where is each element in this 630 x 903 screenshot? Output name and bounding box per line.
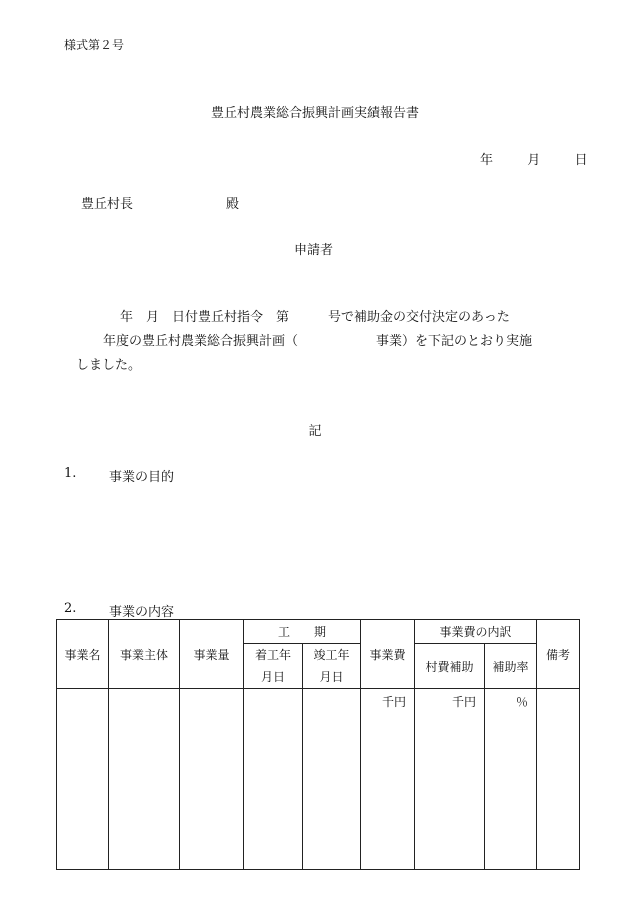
- header-project-quantity: 事業量: [180, 620, 244, 689]
- cell-start-date[interactable]: [244, 689, 303, 870]
- header-start-date-line-1: 着工年: [254, 648, 291, 662]
- form-number: 様式第２号: [64, 38, 125, 52]
- cell-project-entity[interactable]: [109, 689, 180, 870]
- header-start-date: [244, 644, 303, 689]
- document-title: 豊丘村農業総合振興計画実績報告書: [210, 106, 419, 121]
- date-year: 年: [480, 153, 494, 168]
- date-month: 月: [527, 153, 541, 168]
- date-line: [480, 149, 588, 168]
- addressee-honorific: 殿: [226, 197, 240, 212]
- section-2-title: 事業の内容: [109, 605, 175, 620]
- section-2-number: 2.: [64, 601, 77, 616]
- cell-project-name[interactable]: [57, 689, 109, 870]
- header-subsidy-rate: 補助率: [485, 644, 537, 689]
- header-village-subsidy: 村費補助: [415, 644, 485, 689]
- body-text-line-1: 年 月 日付豊丘村指令 第 号で補助金の交付決定のあった: [120, 310, 510, 325]
- table-row: [57, 689, 580, 870]
- header-cost-breakdown: 事業費の内訳: [415, 620, 537, 644]
- addressee-name: 豊丘村長: [81, 197, 134, 212]
- cell-village-subsidy[interactable]: [415, 689, 485, 870]
- date-day: 日: [574, 153, 588, 168]
- header-project-name: 事業名: [57, 620, 109, 689]
- header-project-entity: 事業主体: [109, 620, 180, 689]
- header-start-date-line-2: 月日: [260, 670, 285, 684]
- applicant-label: 申請者: [294, 243, 334, 258]
- section-1-number: 1.: [64, 466, 77, 481]
- header-period: 工 期: [244, 620, 361, 644]
- cell-project-quantity[interactable]: [180, 689, 244, 870]
- header-project-cost: 事業費: [361, 620, 415, 689]
- header-end-date-line-1: 竣工年: [313, 648, 350, 662]
- header-end-date: [303, 644, 361, 689]
- cell-subsidy-rate[interactable]: [485, 689, 537, 870]
- ki-label: 記: [308, 424, 322, 439]
- unit-project-cost: 千円: [382, 695, 407, 709]
- body-text-line-3: しました。: [76, 358, 142, 373]
- cell-project-cost[interactable]: [361, 689, 415, 870]
- body-text-line-2: 年度の豊丘村農業総合振興計画（ 事業）を下記のとおり実施: [103, 334, 533, 349]
- unit-subsidy-rate: ％: [516, 695, 529, 709]
- section-1-title: 事業の目的: [109, 470, 175, 485]
- header-remarks: 備考: [537, 620, 580, 689]
- project-content-table: [56, 619, 580, 870]
- cell-remarks[interactable]: [537, 689, 580, 870]
- cell-end-date[interactable]: [303, 689, 361, 870]
- unit-village-subsidy: 千円: [452, 695, 477, 709]
- header-end-date-line-2: 月日: [319, 670, 344, 684]
